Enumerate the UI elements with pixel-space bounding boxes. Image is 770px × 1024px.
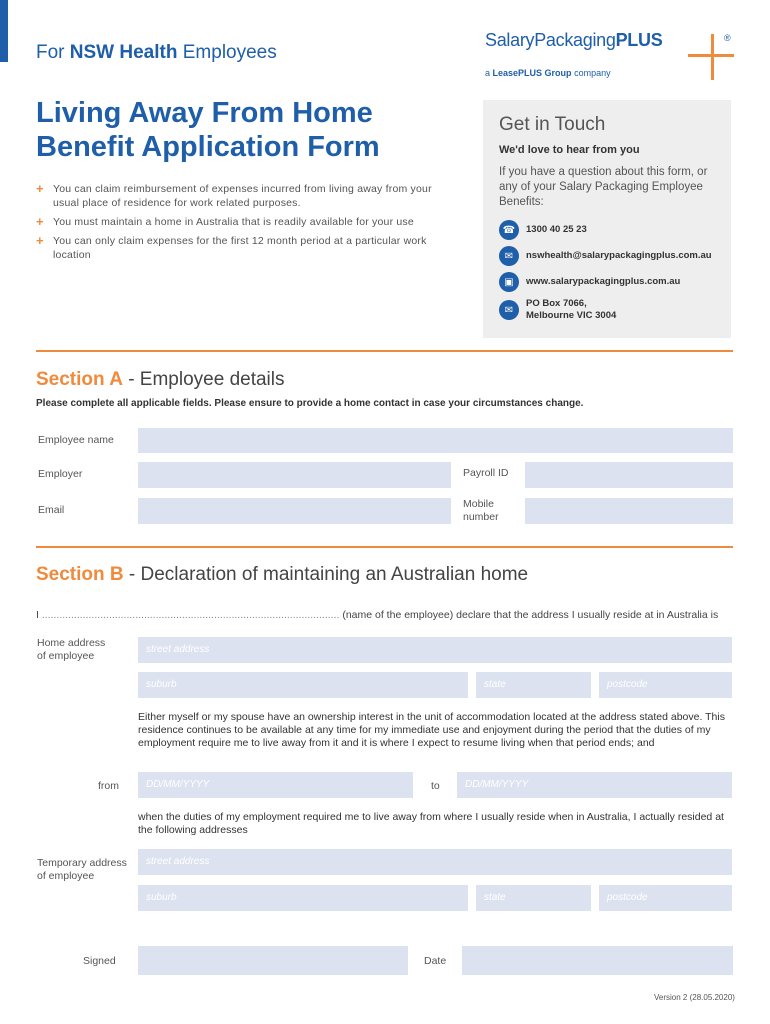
duties-statement: when the duties of my employment required me to live away from where I usually reside when in Australia, I actually resided at the following addresses <box>138 811 724 836</box>
audience-suffix: Employees <box>182 42 277 63</box>
section-a-title <box>36 369 285 391</box>
temporary-address-label <box>37 857 127 883</box>
contact-panel <box>483 100 731 338</box>
contact-website-link[interactable]: www.salarypackagingplus.com.au <box>526 276 681 287</box>
section-b-label: Section B <box>36 564 124 585</box>
email-label: Email <box>38 504 65 516</box>
declaration-i: I <box>36 609 39 621</box>
envelope-icon: ✉ <box>499 300 519 320</box>
mobile-number-label <box>463 498 499 524</box>
eligibility-item <box>36 234 456 262</box>
from-label: from <box>98 780 119 792</box>
temporary-address-label-line-2: of employee <box>37 870 95 882</box>
phone-icon: ☎ <box>499 220 519 240</box>
section-b-heading: - Declaration of maintaining an Australian home <box>123 564 529 585</box>
to-label: to <box>431 780 440 792</box>
monitor-icon: ▣ <box>499 272 519 292</box>
temp-state-input[interactable]: state <box>476 885 591 911</box>
payroll-id-label: Payroll ID <box>463 467 509 479</box>
logo-plus-icon <box>711 34 714 80</box>
section-b-title <box>36 564 528 586</box>
home-suburb-input[interactable]: suburb <box>138 672 468 698</box>
employee-name-input[interactable] <box>138 428 733 453</box>
signature-input[interactable] <box>138 946 408 975</box>
signed-label: Signed <box>83 955 116 967</box>
section-a-divider <box>36 350 733 352</box>
date-label: Date <box>424 955 447 967</box>
tagline-brand: LeasePLUS Group <box>492 68 572 78</box>
temp-street-input[interactable]: street address <box>138 849 732 875</box>
eligibility-text: You must maintain a home in Australia that is readily available for your use <box>53 216 414 228</box>
mobile-label-line-1: Mobile <box>463 498 494 510</box>
form-title <box>36 96 456 164</box>
section-a-instructions: Please complete all applicable fields. Please ensure to provide a home contact in case your circumstances change. <box>36 398 584 409</box>
section-a-heading: - Employee details <box>122 369 285 390</box>
eligibility-list <box>36 182 456 267</box>
temp-suburb-input[interactable]: suburb <box>138 885 468 911</box>
declaration-text: (name of the employee) declare that the address I usually reside at in Australia is <box>342 609 719 621</box>
plus-bullet-icon: + <box>36 214 44 229</box>
tagline-suffix: company <box>574 68 611 78</box>
contact-lead: We'd love to hear from you <box>499 144 640 156</box>
form-title-line-2: Benefit Application Form <box>36 131 380 163</box>
mobile-label-line-2: number <box>463 511 499 523</box>
contact-phone[interactable]: 1300 40 25 23 <box>526 224 587 235</box>
email-input[interactable] <box>138 498 451 524</box>
logo-word-1: SalaryPackaging <box>485 30 616 50</box>
ownership-statement: Either myself or my spouse have an ownership interest in the unit of accommodation located at the address stated above. This residence continues to be available at any time for my immediate use and enjoyment during the period that the duties of my employment require me to live away from it and it is where I expect to resume living when that period ends; and <box>138 711 725 749</box>
contact-email-link[interactable]: nswhealth@salarypackagingplus.com.au <box>526 250 712 261</box>
section-b-divider <box>36 546 733 548</box>
audience-line <box>36 42 277 64</box>
temporary-address-label-line-1: Temporary address <box>37 857 127 869</box>
contact-postal-row <box>499 298 715 322</box>
version-footer: Version 2 (28.05.2020) <box>654 993 735 1002</box>
employer-input[interactable] <box>138 462 451 488</box>
contact-email-row <box>499 246 715 266</box>
declaration-line <box>36 609 718 621</box>
audience-org: NSW Health <box>69 42 178 63</box>
postal-line-1: PO Box 7066, <box>526 298 587 309</box>
audience-prefix: For <box>36 42 65 63</box>
home-state-input[interactable]: state <box>476 672 591 698</box>
employer-label: Employer <box>38 468 83 480</box>
edge-accent-bar <box>0 0 8 62</box>
plus-bullet-icon: + <box>36 233 44 248</box>
logo-plus-icon-bar <box>688 54 734 57</box>
from-date-input[interactable]: DD/MM/YYYY <box>138 772 413 798</box>
section-a-label: Section A <box>36 369 123 390</box>
employee-name-label: Employee name <box>38 434 114 446</box>
logo-tagline <box>485 68 611 78</box>
home-street-input[interactable]: street address <box>138 637 732 663</box>
contact-heading: Get in Touch <box>499 114 606 135</box>
signature-date-input[interactable] <box>462 946 733 975</box>
plus-bullet-icon: + <box>36 181 44 196</box>
contact-description: If you have a question about this form, or any of your Salary Packaging Employee Benefits: <box>499 166 708 208</box>
email-icon: ✉ <box>499 246 519 266</box>
contact-website-row <box>499 272 715 292</box>
home-postcode-input[interactable]: postcode <box>599 672 732 698</box>
payroll-id-input[interactable] <box>525 462 733 488</box>
postal-line-2: Melbourne VIC 3004 <box>526 310 617 321</box>
mobile-number-input[interactable] <box>525 498 733 524</box>
logo-registered-mark: ® <box>724 33 731 43</box>
temp-postcode-input[interactable]: postcode <box>599 885 732 911</box>
eligibility-item <box>36 182 456 210</box>
eligibility-text: You can claim reimbursement of expenses incurred from living away from your usual place of residence for work related purposes. <box>53 183 432 209</box>
brand-logo <box>485 30 662 51</box>
eligibility-text: You can only claim expenses for the first 12 month period at a particular work location <box>53 235 427 261</box>
contact-postal-address <box>526 298 616 322</box>
home-address-label <box>37 637 105 663</box>
contact-phone-row <box>499 220 715 240</box>
logo-word-2: PLUS <box>615 30 663 50</box>
home-address-label-line-1: Home address <box>37 637 106 649</box>
to-date-input[interactable]: DD/MM/YYYY <box>457 772 732 798</box>
employee-name-blank[interactable]: ...................................................................................................... <box>41 609 340 621</box>
form-title-line-1: Living Away From Home <box>36 97 373 129</box>
home-address-label-line-2: of employee <box>37 650 95 662</box>
eligibility-item <box>36 215 456 229</box>
tagline-prefix: a <box>485 68 491 78</box>
